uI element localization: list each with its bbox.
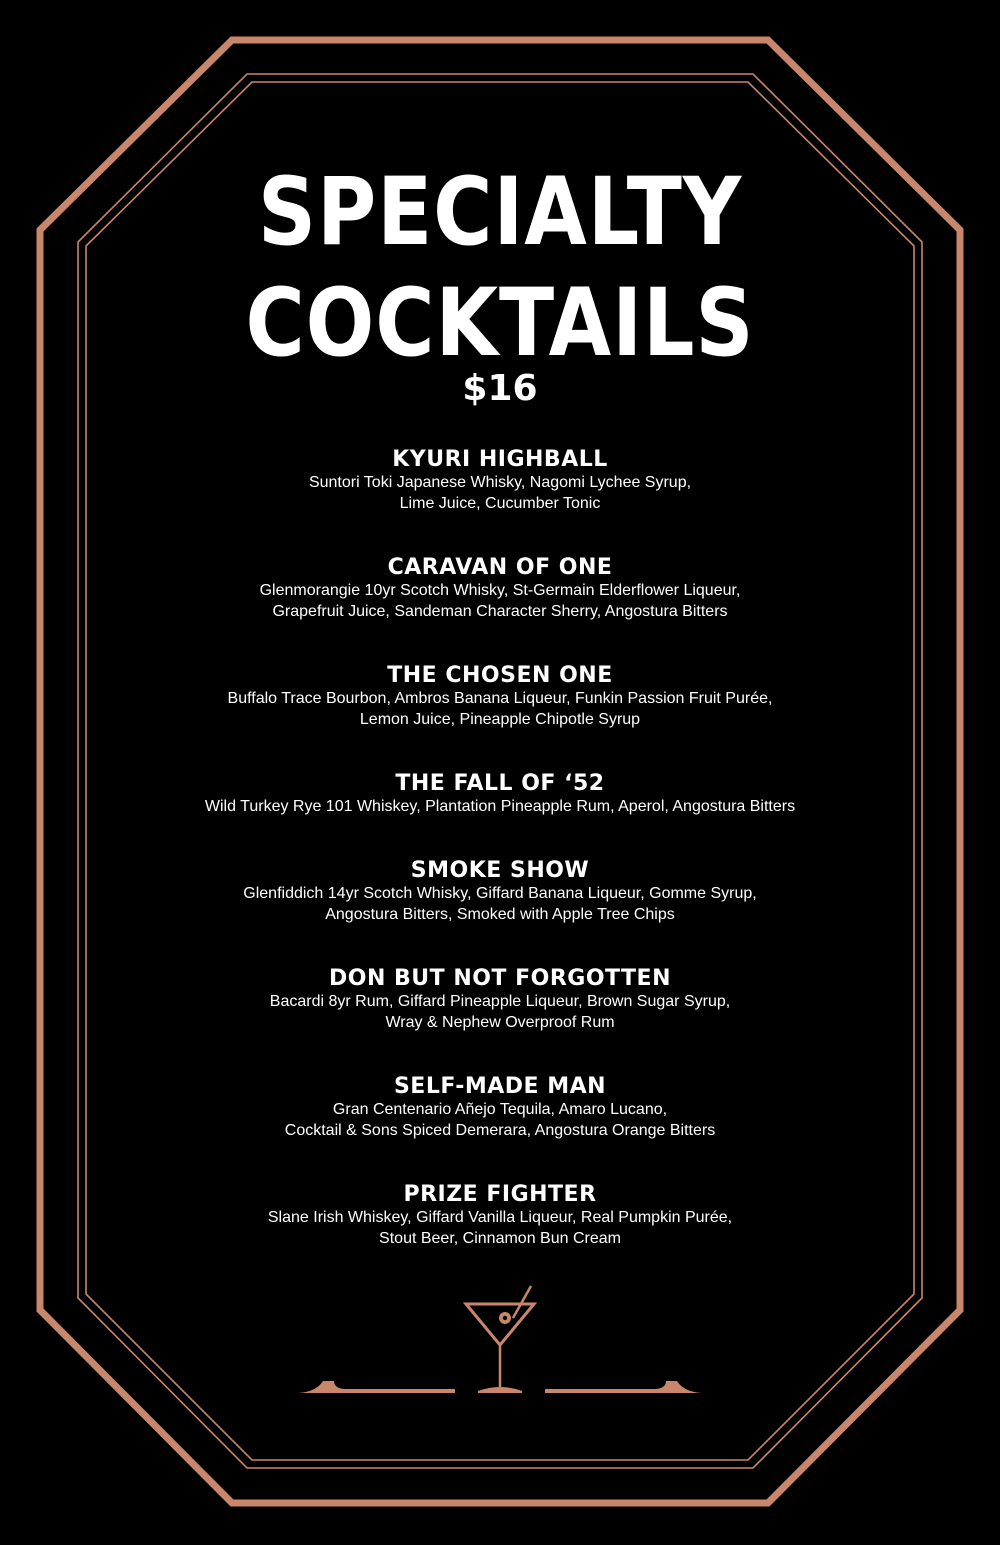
cocktail-item — [0, 772, 1000, 817]
cocktail-description — [0, 883, 1000, 925]
cocktail-description — [0, 991, 1000, 1033]
cocktail-description-line: Buffalo Trace Bourbon, Ambros Banana Liqueur, Funkin Passion Fruit Purée, — [227, 690, 773, 707]
cocktail-description — [0, 688, 1000, 730]
cocktail-description-line: Angostura Bitters, Smoked with Apple Tree Chips — [325, 906, 675, 923]
cocktail-description-line: Lime Juice, Cucumber Tonic — [399, 495, 601, 512]
menu-title-line-2: COCKTAILS — [245, 269, 755, 378]
cocktail-description-line: Wray & Nephew Overproof Rum — [385, 1014, 615, 1031]
cocktail-description — [0, 472, 1000, 514]
cocktail-description-line: Cocktail & Sons Spiced Demerara, Angostura Orange Bitters — [284, 1122, 716, 1139]
menu-price: $16 — [462, 368, 538, 409]
cocktail-description-line: Lemon Juice, Pineapple Chipotle Syrup — [359, 711, 641, 728]
cocktail-description-line: Glenfiddich 14yr Scotch Whisky, Giffard Banana Liqueur, Gomme Syrup, — [243, 885, 757, 902]
cocktail-item — [0, 967, 1000, 1033]
cocktail-description-line: Stout Beer, Cinnamon Bun Cream — [379, 1230, 621, 1247]
cocktail-item — [0, 859, 1000, 925]
cocktail-name: THE CHOSEN ONE — [387, 663, 613, 688]
cocktail-description-line: Grapefruit Juice, Sandeman Character Sherry, Angostura Bitters — [272, 603, 728, 620]
cocktail-name: SELF-MADE MAN — [393, 1074, 607, 1099]
cocktail-name: CARAVAN OF ONE — [387, 555, 613, 580]
cocktail-name: DON BUT NOT FORGOTTEN — [328, 966, 671, 991]
cocktail-description-line: Gran Centenario Añejo Tequila, Amaro Lucano, — [332, 1101, 668, 1118]
cocktail-description — [0, 1207, 1000, 1249]
cocktail-name: KYURI HIGHBALL — [392, 447, 608, 472]
cocktail-name: SMOKE SHOW — [410, 858, 590, 883]
cocktail-name: THE FALL OF ‘52 — [395, 771, 605, 796]
cocktail-description — [0, 796, 1000, 817]
cocktail-description-line: Bacardi 8yr Rum, Giffard Pineapple Liqueur, Brown Sugar Syrup, — [269, 993, 731, 1010]
cocktail-item — [0, 1075, 1000, 1141]
cocktail-description-line: Wild Turkey Rye 101 Whiskey, Plantation Pineapple Rum, Aperol, Angostura Bitters — [204, 798, 796, 815]
cocktail-item — [0, 1183, 1000, 1249]
menu-title-line-1: SPECIALTY — [257, 158, 743, 267]
cocktail-description-line: Glenmorangie 10yr Scotch Whisky, St-Germain Elderflower Liqueur, — [259, 582, 741, 599]
cocktail-description-line: Suntori Toki Japanese Whisky, Nagomi Lychee Syrup, — [308, 474, 692, 491]
cocktail-item — [0, 448, 1000, 514]
cocktail-description — [0, 1099, 1000, 1141]
cocktail-name: PRIZE FIGHTER — [403, 1182, 597, 1207]
cocktail-description-line: Slane Irish Whiskey, Giffard Vanilla Liqueur, Real Pumpkin Purée, — [267, 1209, 733, 1226]
cocktail-item — [0, 664, 1000, 730]
cocktail-description — [0, 580, 1000, 622]
cocktail-item — [0, 556, 1000, 622]
